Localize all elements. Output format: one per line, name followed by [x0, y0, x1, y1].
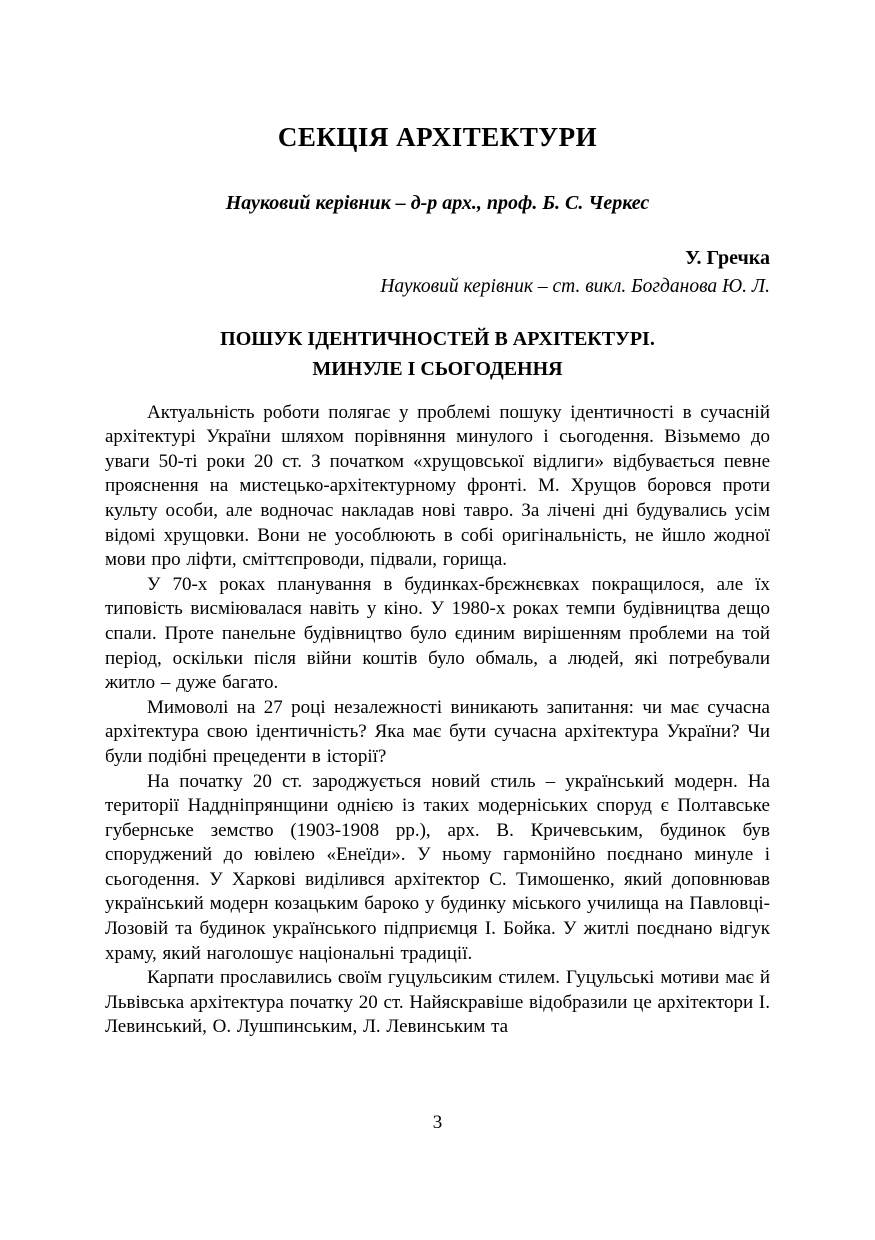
paragraph: Карпати прославились своїм гуцульсиким стилем. Гуцульські мотиви має й Львівська архітектура початку 20 ст. Найяскравіше відобразили це архітектори І. Левинський, О. Лушпинським, Л. Левинським та — [105, 967, 770, 1038]
article-supervisor-line: Науковий керівник – ст. викл. Богданова Ю. Л. — [380, 276, 770, 297]
section-supervisor-line: Науковий керівник – д-р арх., проф. Б. С. Черкес — [225, 192, 650, 214]
article-title-line1: ПОШУК ІДЕНТИЧНОСТЕЙ В АРХІТЕКТУРІ. — [220, 328, 655, 350]
author-name: У. Гречка — [685, 247, 770, 269]
article-body — [105, 401, 770, 1040]
article-title — [105, 324, 770, 384]
page-number: 3 — [432, 1112, 443, 1133]
paragraph: Мимоволі на 27 році незалежності виникають запитання: чи має сучасна архітектура свою ідентичність? Яка має бути сучасна архітектура України? Чи були подібні прецеденти в історії? — [105, 696, 770, 767]
paragraph: У 70-х роках планування в будинках-брєжнєвках покращилося, але їх типовість висміювалася навіть у кіно. У 1980-х роках темпи будівництва дещо спали. Проте панельне будівництво було єдиним вирішенням проблеми на той період, оскільки після війни коштів було обмаль, а людей, які потребували житло – дуже багато. — [105, 573, 770, 694]
section-title: СЕКЦІЯ АРХІТЕКТУРИ — [277, 122, 598, 152]
paragraph: Актуальність роботи полягає у проблемі пошуку ідентичності в сучасній архітектурі України шляхом порівняння минулого і сьогодення. Візьмемо до уваги 50-ті роки 20 ст. З початком «хрущовської відлиги» відбувається певне прояснення на мистецько-архітектурному фронті. М. Хрущов боровся проти культу особи, але водночас накладав нові тавро. За лічені дні будувались усім відомі хрущовки. Вони не уособлюють в собі оригінальність, не йшло жодної мови про ліфти, сміттєпроводи, підвали, горища. — [105, 401, 770, 571]
article-title-line2: МИНУЛЕ І СЬОГОДЕННЯ — [312, 358, 563, 380]
paragraph: На початку 20 ст. зароджується новий стиль – український модерн. На території Наддніпрянщини однією із таких модерніських споруд є Полтавське губернське земство (1903-1908 рр.), арх. В. Кричевським, будинок був споруджений до ювілею «Енеїди». У ньому гармонійно поєднано минуле і сьогодення. У Харкові виділився архітектор С. Тимошенко, який доповнював український модерн козацьким бароко у будинку міського училища на Павловці-Лозовій та будинок українського підприємця І. Бойка. У житлі поєднано відгук храму, який наголошує національні традиції. — [105, 770, 770, 964]
